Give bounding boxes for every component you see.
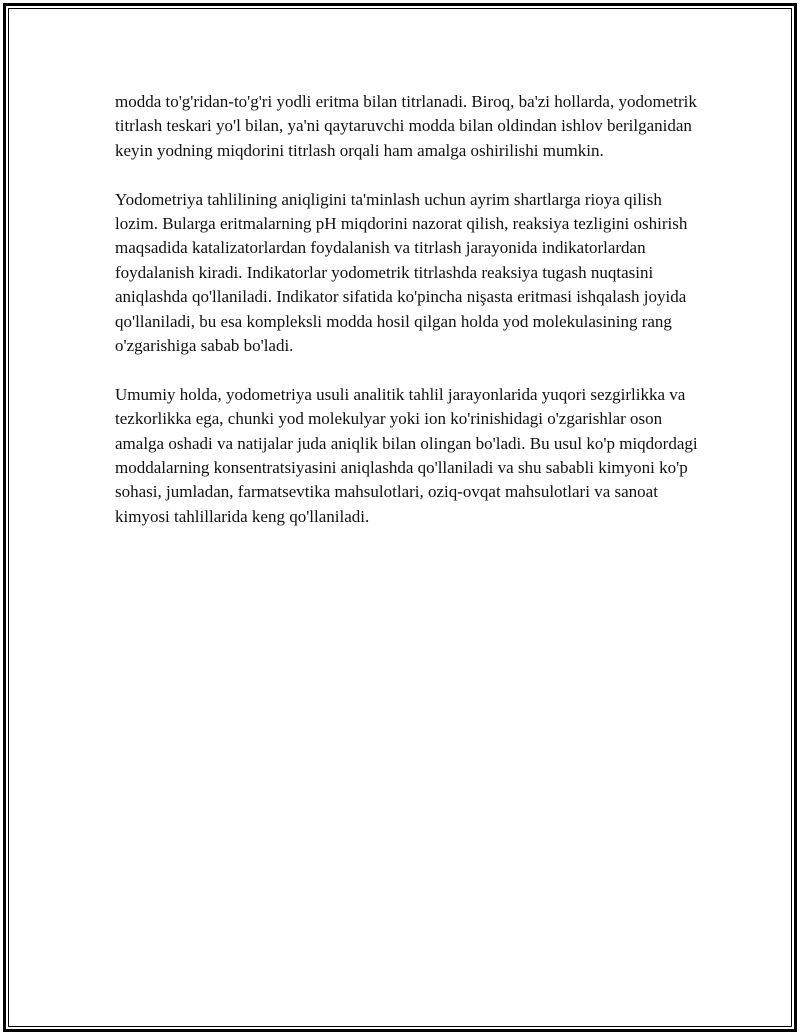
paragraph-3: Umumiy holda, yodometriya usuli analitik tahlil jarayonlarida yuqori sezgirlikka va tezkorlikka ega, chunki yod molekulyar yoki ion ko'rinishidagi o'zgarishlar oson amalga oshadi va natijalar juda aniqlik bilan olingan bo'ladi. Bu usul ko'p miqdordagi moddalarning konsentratsiyasini aniqlashda qo'llaniladi va shu sababli kimyoni ko'p sohasi, jumladan, farmatsevtika mahsulotlari, oziq-ovqat mahsulotlari va sanoat kimyosi tahlillarida keng qo'llaniladi. xyxy=(115,384,698,526)
paragraph-2: Yodometriya tahlilining aniqligini ta'minlash uchun ayrim shartlarga rioya qilish lozim. Bularga eritmalarning pH miqdorini nazorat qilish, reaksiya tezligini oshirish maqsadida katalizatorlardan foydalanish va titrlash jarayonida indikatorlardan foydalanish kiradi. Indikatorlar yodometrik titrlashda reaksiya tugash nuqtasini aniqlashda qo'llaniladi. Indikator sifatida ko'pincha nişasta eritmasi ishqalash joyida qo'llaniladi, bu esa kompleksli modda hosil qilgan holda yod molekulasining rang o'zgarishiga sabab bo'ladi. xyxy=(115,189,688,356)
paragraph-1: modda to'g'ridan-to'g'ri yodli eritma bilan titrlanadi. Biroq, ba'zi hollarda, yodometrik titrlash teskari yo'l bilan, ya'ni qaytaruvchi modda bilan oldindan ishlov berilganidan keyin yodning miqdorini titrlash orqali ham amalga oshirilishi mumkin. xyxy=(115,92,697,160)
document-body xyxy=(115,90,705,554)
